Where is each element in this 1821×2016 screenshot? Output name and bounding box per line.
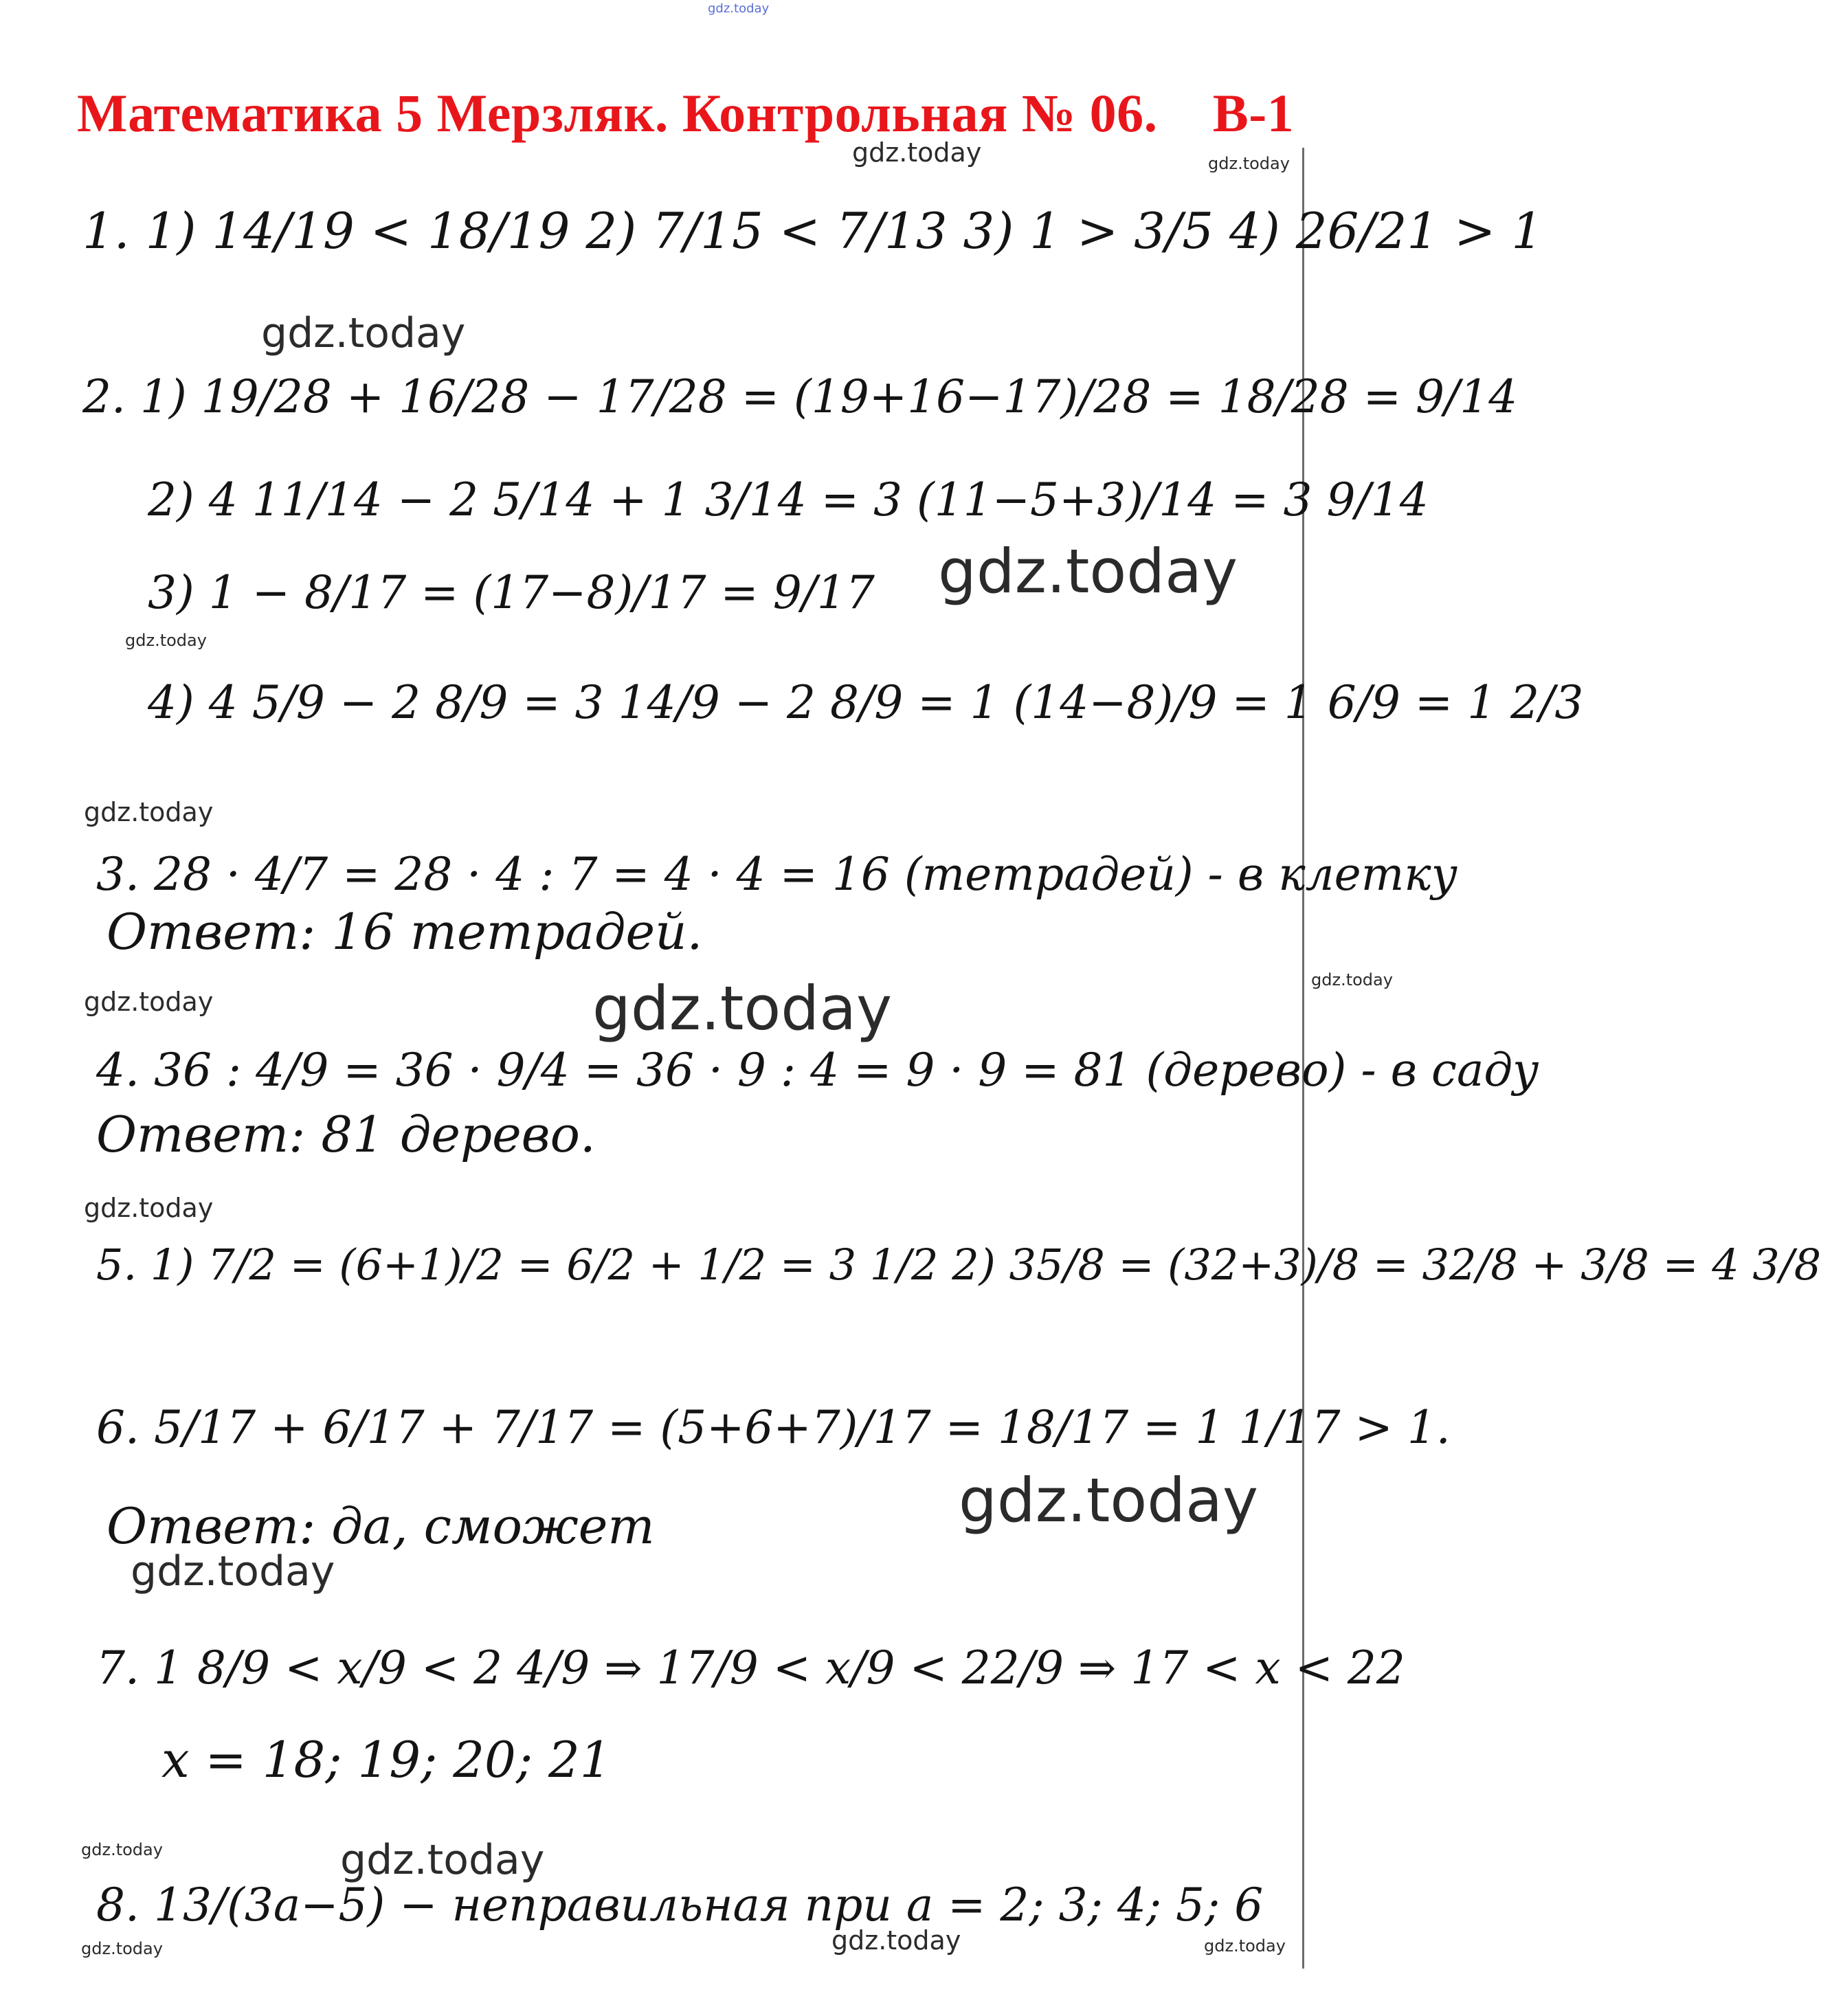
watermark: gdz.today <box>1204 1936 1286 1956</box>
watermark: gdz.today <box>84 987 214 1017</box>
watermark: gdz.today <box>84 1193 214 1223</box>
watermark: gdz.today <box>81 1939 163 1958</box>
watermark-top: gdz.today <box>708 1 770 16</box>
task-6-answer: Ответ: да, сможет <box>107 1497 655 1555</box>
task-2-part-2: 2) 4 11/14 − 2 5/14 + 1 3/14 = 3 (11−5+3)/14 = 3 9/14 <box>148 473 1429 526</box>
watermark: gdz.today <box>938 536 1238 607</box>
task-5-solution: 5. 1) 7/2 = (6+1)/2 = 6/2 + 1/2 = 3 1/2 2) 35/8 = (32+3)/8 = 32/8 + 3/8 = 4 3/8 <box>96 1240 1821 1290</box>
watermark: gdz.today <box>131 1547 335 1595</box>
watermark: gdz.today <box>852 137 982 168</box>
watermark: gdz.today <box>959 1465 1259 1536</box>
page-title <box>77 82 1294 144</box>
task-4-solution: 4. 36 : 4/9 = 36 · 9/4 = 36 · 9 : 4 = 9 · 9 = 81 (дерево) - в саду <box>96 1044 1539 1097</box>
watermark: gdz.today <box>831 1925 961 1956</box>
task-4-answer: Ответ: 81 дерево. <box>96 1106 596 1163</box>
task-7-values: x = 18; 19; 20; 21 <box>161 1731 612 1789</box>
task-2-part-4: 4) 4 5/9 − 2 8/9 = 3 14/9 − 2 8/9 = 1 (14−8)/9 = 1 6/9 = 1 2/3 <box>148 676 1584 729</box>
title-text: Математика 5 Мерзляк. Контрольная № 06. <box>77 83 1158 143</box>
watermark: gdz.today <box>340 1836 545 1884</box>
task-1-comparisons: 1. 1) 14/19 < 18/19 2) 7/15 < 7/13 3) 1 > 3/5 4) 26/21 > 1 <box>82 202 1543 260</box>
variant-label: В-1 <box>1212 83 1295 143</box>
task-2-part-1: 2. 1) 19/28 + 16/28 − 17/28 = (19+16−17)/28 = 18/28 = 9/14 <box>82 370 1518 423</box>
task-3-answer: Ответ: 16 тетрадей. <box>107 903 703 961</box>
watermark: gdz.today <box>125 631 207 650</box>
watermark: gdz.today <box>1208 154 1290 173</box>
task-3-solution: 3. 28 · 4/7 = 28 · 4 : 7 = 4 · 4 = 16 (тетрадей) - в клетку <box>96 848 1457 901</box>
task-6-solution: 6. 5/17 + 6/17 + 7/17 = (5+6+7)/17 = 18/17 = 1 1/17 > 1. <box>96 1401 1451 1454</box>
watermark: gdz.today <box>81 1840 163 1859</box>
task-2-part-3: 3) 1 − 8/17 = (17−8)/17 = 9/17 <box>148 566 875 619</box>
watermark: gdz.today <box>1311 970 1393 989</box>
watermark: gdz.today <box>84 797 214 827</box>
watermark: gdz.today <box>261 309 466 357</box>
task-8-solution: 8. 13/(3a−5) − неправильная при a = 2; 3; 4; 5; 6 <box>96 1879 1264 1931</box>
watermark: gdz.today <box>592 973 893 1044</box>
task-7-inequality: 7. 1 8/9 < x/9 < 2 4/9 ⇒ 17/9 < x/9 < 22/9 ⇒ 17 < x < 22 <box>96 1642 1405 1694</box>
